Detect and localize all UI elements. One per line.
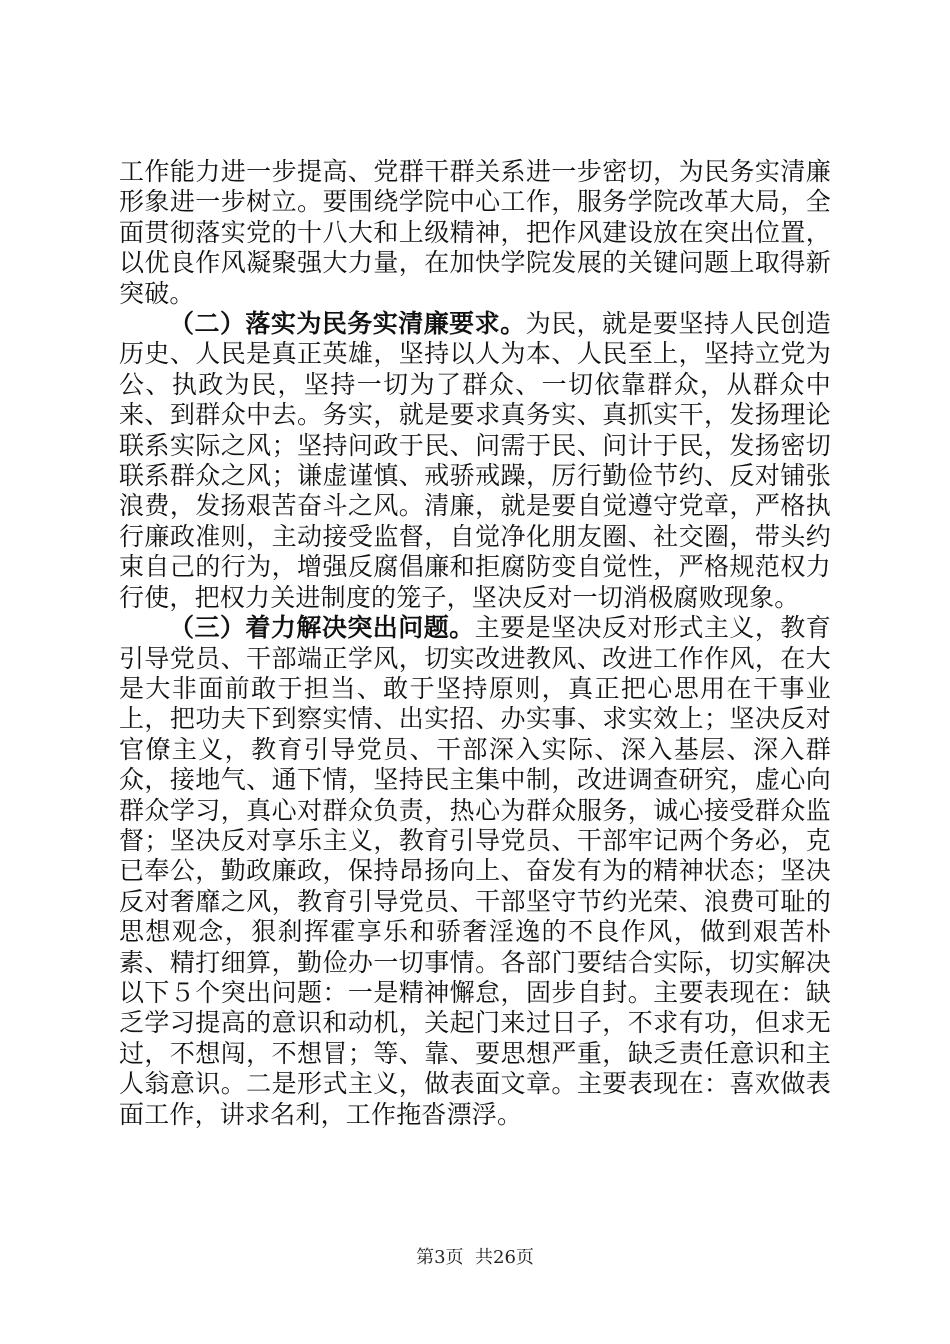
section-heading: （二）落实为民务实清廉要求。	[169, 309, 526, 339]
paragraph-section-2	[119, 309, 831, 613]
paragraph-text: 主要是坚决反对形式主义，教育引导党员、干部端正学风，切实改进教风、改进工作作风，在大是大非面前敢于担当、敢于坚持原则，真正把心思用在干事业上，把功夫下到察实情、出实招、办实事、求实效上；坚决反对官僚主义，教育引导党员、干部深入实际、深入基层、深入群众，接地气、通下情，坚持民主集中制，改进调查研究，虚心向群众学习，真心对群众负责，热心为群众服务，诚心接受群众监督；坚决反对享乐主义，教育引导党员、干部牢记两个务必，克已奉公，勤政廉政，保持昂扬向上、奋发有为的精神状态；坚决反对奢靡之风，教育引导党员、干部坚守节约光荣、浪费可耻的思想观念，狠刹挥霍享乐和骄奢淫逸的不良作风，做到艰苦朴素、精打细算，勤俭办一切事情。各部门要结合实际，切实解决以下５个突出问题：一是精神懈怠，固步自封。主要表现在：缺乏学习提高的意识和动机，关起门来过日子，不求有功，但求无过，不想闯，不想冒；等、靠、要思想严重，缺乏责任意识和主人翁意识。二是形式主义，做表面文章。主要表现在：喜欢做表面工作，讲求名利，工作拖沓漂浮。	[119, 613, 831, 1129]
page-prefix: 第	[416, 1247, 435, 1268]
document-body	[119, 157, 831, 1130]
page-suffix: 页	[515, 1247, 534, 1268]
paragraph-text: 为民，就是要坚持人民创造历史、人民是真正英雄，坚持以人为本、人民至上，坚持立党为公、执政为民，坚持一切为了群众、一切依靠群众，从群众中来、到群众中去。务实，就是要求真务实、真抓实干，发扬理论联系实际之风；坚持问政于民、问需于民、问计于民，发扬密切联系群众之风；谦虚谨慎、戒骄戒躁，厉行勤俭节约、反对铺张浪费，发扬艰苦奋斗之风。清廉，就是要自觉遵守党章，严格执行廉政准则，主动接受监督，自觉净化朋友圈、社交圈，带头约束自己的行为，增强反腐倡廉和拒腐防变自觉性，严格规范权力行使，把权力关进制度的笼子，坚决反对一切消极腐败现象。	[119, 309, 831, 612]
paragraph-text: 工作能力进一步提高、党群干群关系进一步密切，为民务实清廉形象进一步树立。要围绕学院中心工作，服务学院改革大局，全面贯彻落实党的十八大和上级精神，把作风建设放在突出位置，以优良作风凝聚强大力量，在加快学院发展的关键问题上取得新突破。	[119, 157, 831, 308]
paragraph-continuation	[119, 157, 831, 309]
page-current: 3	[434, 1247, 446, 1268]
page-mid: 页 共	[445, 1247, 493, 1268]
page-footer	[0, 1243, 950, 1269]
section-heading: （三）着力解决突出问题。	[169, 613, 475, 643]
paragraph-section-3	[119, 613, 831, 1130]
page-total: 26	[493, 1247, 516, 1268]
